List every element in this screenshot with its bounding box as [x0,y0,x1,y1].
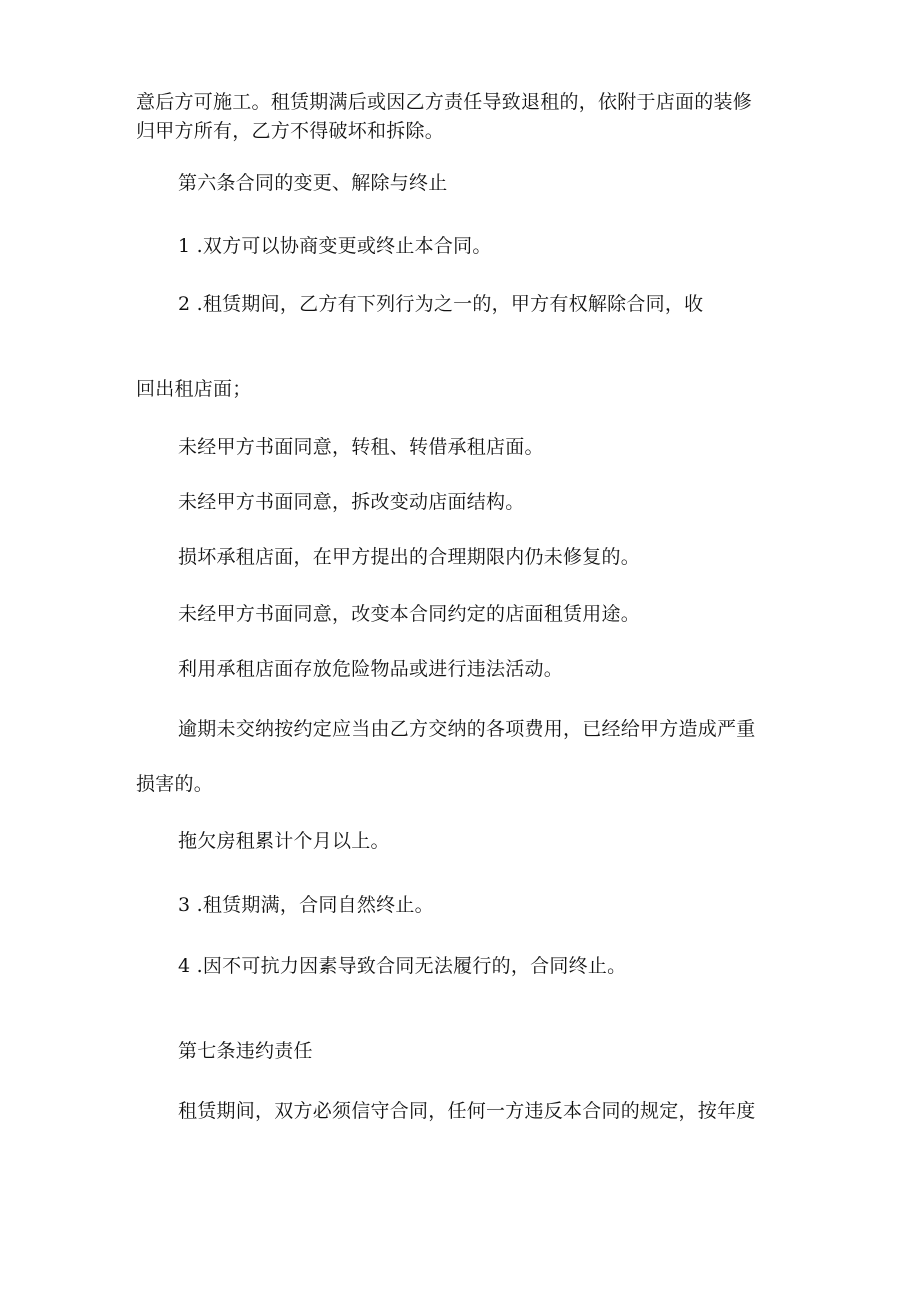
list-item: 1 .双方可以协商变更或终止本合同。 [178,235,492,257]
list-item: 未经甲方书面同意，改变本合同约定的店面租赁用途。 [178,603,641,625]
list-item: 未经甲方书面同意，转租、转借承租店面。 [178,436,544,458]
list-item: 未经甲方书面同意，拆改变动店面结构。 [178,491,525,513]
list-item: 逾期未交纳按约定应当由乙方交纳的各项费用，已经给甲方造成严重 [178,718,756,740]
list-item: 利用承租店面存放危险物品或进行违法活动。 [178,658,564,680]
list-item: 损坏承租店面，在甲方提出的合理期限内仍未修复的。 [178,546,641,568]
paragraph-line: 损害的。 [136,773,214,795]
list-item: 2 .租赁期间，乙方有下列行为之一的，甲方有权解除合同，收 [178,293,704,315]
list-item: 拖欠房租累计个月以上。 [178,830,390,852]
section-heading: 第六条合同的变更、解除与终止 [178,172,448,194]
list-item: 3 .租赁期满，合同自然终止。 [178,894,434,916]
paragraph-line: 意后方可施工。租赁期满后或因乙方责任导致退租的，依附于店面的装修 [136,91,753,113]
section-heading: 第七条违约责任 [178,1040,313,1062]
paragraph-line: 租赁期间，双方必须信守合同，任何一方违反本合同的规定，按年度 [178,1100,756,1122]
list-item: 4 .因不可抗力因素导致合同无法履行的，合同终止。 [178,955,627,977]
paragraph-line: 归甲方所有，乙方不得破坏和拆除。 [136,120,445,142]
paragraph-line: 回出租店面； [136,378,252,400]
